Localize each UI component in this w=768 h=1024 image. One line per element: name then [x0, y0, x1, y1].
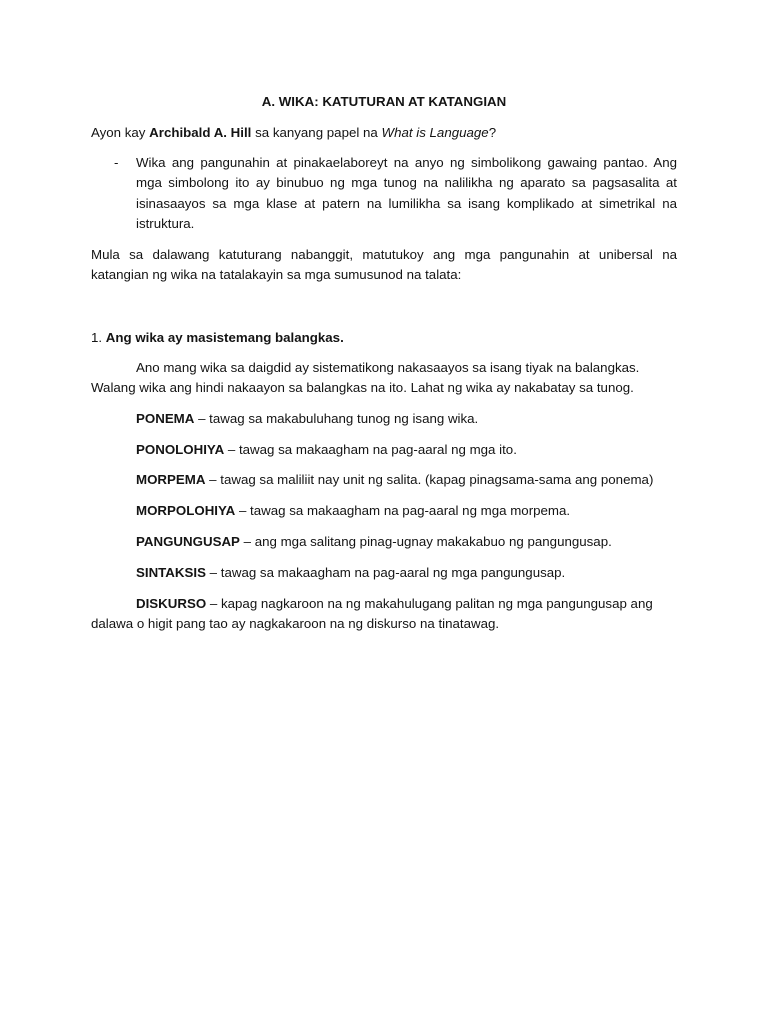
definition-term: PONEMA — [136, 411, 195, 426]
definition-term: SINTAKSIS — [136, 565, 206, 580]
section-number: 1. — [91, 330, 103, 345]
section-line: Ano mang wika sa daigdid ay sistematikong nakasaayos sa isang tiyak na balangkas. — [136, 360, 640, 375]
bullet-line: istruktura. — [136, 216, 195, 232]
section-heading-text: Ang wika ay masistemang balangkas. — [105, 330, 344, 345]
intro-work-title: What is Language — [381, 125, 489, 140]
summary-line: katangian ng wika na tatalakayin sa mga sumusunod na talata: — [91, 267, 462, 283]
bullet-line: mga simbolong ito ay binubuo ng mga tunog na nalilikha ng aparato sa pagsasalita at — [136, 175, 677, 191]
definition-text: – ang mga salitang pinag-ugnay makakabuo ng pangungusap. — [243, 534, 612, 549]
definition-text: – kapag nagkaroon na ng makahulugang palitan ng mga pangungusap ang — [209, 596, 653, 611]
diskurso-definition — [91, 594, 677, 635]
definition-item — [136, 409, 677, 429]
definition-item — [136, 563, 677, 583]
bullet-marker: - — [114, 155, 119, 170]
definition-text: – tawag sa makaagham na pag-aaral ng mga morpema. — [238, 503, 571, 518]
definition-line: dalawa o higit pang tao ay nagkakaroon na ng diskurso na tinatawag. — [91, 616, 500, 632]
definition-item — [136, 470, 677, 490]
definition-text: – tawag sa maliliit nay unit ng salita. (kapag pinagsama-sama ang ponema) — [209, 472, 654, 487]
bullet-line: isinasaayos sa mga klase at patern na lumilikha sa isang komplikado at simetrikal na — [136, 195, 677, 211]
bullet-paragraph — [136, 153, 677, 235]
intro-suffix: ? — [488, 125, 497, 140]
definition-text: – tawag sa makaagham na pag-aaral ng mga pangungusap. — [209, 565, 566, 580]
definition-line — [91, 594, 677, 614]
section-line: Walang wika ang hindi nakaayon sa balangkas na ito. Lahat ng wika ay nakabatay sa tunog. — [91, 380, 634, 396]
definition-term: PONOLOHIYA — [136, 442, 225, 457]
intro-prefix: Ayon kay — [91, 125, 146, 140]
definition-term: MORPOLOHIYA — [136, 503, 236, 518]
definition-term: DISKURSO — [136, 596, 207, 611]
section-heading — [91, 328, 677, 348]
intro-middle: sa kanyang papel na — [255, 125, 378, 140]
definition-text: – tawag sa makabuluhang tunog ng isang wika. — [198, 411, 479, 426]
definition-item — [136, 501, 677, 521]
document-title: A. WIKA: KATUTURAN AT KATANGIAN — [261, 94, 507, 109]
intro-line — [91, 123, 677, 143]
definition-term: PANGUNGUSAP — [136, 534, 240, 549]
definition-item — [136, 532, 677, 552]
definition-item — [136, 440, 677, 460]
intro-author: Archibald A. Hill — [149, 125, 252, 140]
summary-line: Mula sa dalawang katuturang nabanggit, matutukoy ang mga pangunahin at unibersal na — [91, 247, 677, 262]
section-paragraph — [91, 358, 677, 399]
summary-paragraph — [91, 245, 677, 286]
definition-text: – tawag sa makaagham na pag-aaral ng mga ito. — [227, 442, 517, 457]
definition-term: MORPEMA — [136, 472, 206, 487]
bullet-line: Wika ang pangunahin at pinakaelaboreyt na anyo ng simbolikong gawaing pantao. Ang — [136, 155, 677, 170]
